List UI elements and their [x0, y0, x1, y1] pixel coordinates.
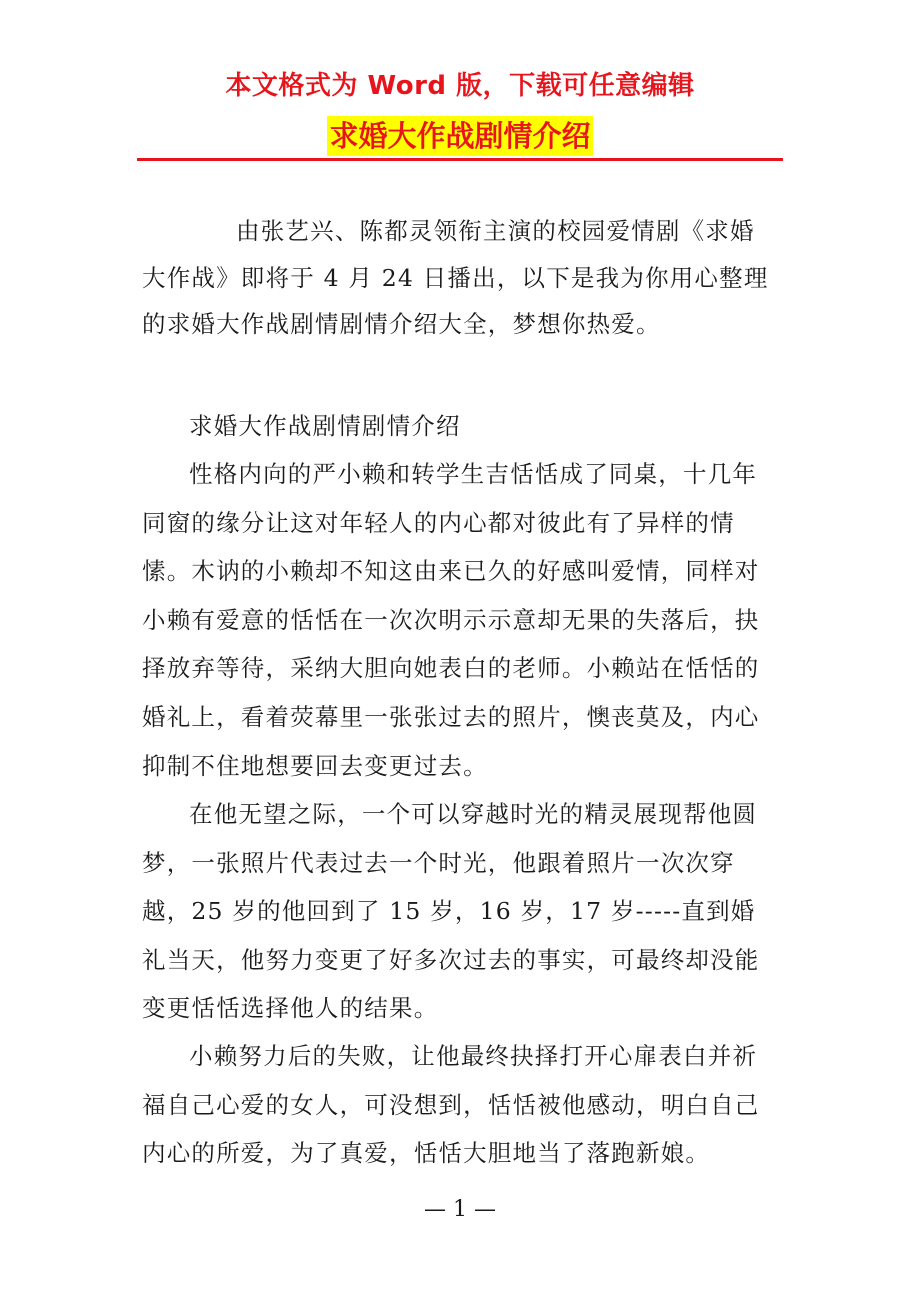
title-divider	[137, 158, 783, 161]
title-container	[0, 116, 920, 156]
format-notice-banner: 本文格式为 Word 版，下载可任意编辑	[225, 71, 695, 101]
section-heading: 求婚大作战剧情剧情介绍	[189, 412, 461, 440]
body-paragraph: 在他无望之际，一个可以穿越时光的精灵展现帮他圆梦，一张照片代表过去一个时光，他跟着照片一次次穿越，25 岁的他回到了 15 岁，16 岁，17 岁-----直到婚礼当天，他努力变更了好多次过去的事实，可最终却没能变更恬恬选择他人的结果。	[142, 800, 760, 1023]
body-paragraph: 小赖努力后的失败，让他最终抉择打开心扉表白并祈福自己心爱的女人，可没想到，恬恬被他感动，明白自己内心的所爱，为了真爱，恬恬大胆地当了落跑新娘。	[142, 1042, 760, 1168]
intro-paragraph: 由张艺兴、陈都灵领衔主演的校园爱情剧《求婚大作战》即将于 4 月 24 日播出，以下是我为你用心整理的求婚大作战剧情剧情介绍大全，梦想你热爱。	[142, 217, 769, 338]
document-title: 求婚大作战剧情介绍	[327, 116, 592, 156]
body-paragraph: 性格内向的严小赖和转学生吉恬恬成了同桌，十几年同窗的缘分让这对年轻人的内心都对彼此有了异样的情愫。木讷的小赖却不知这由来已久的好感叫爱情，同样对小赖有爱意的恬恬在一次次明示示意却无果的失落后，抉择放弃等待，采纳大胆向她表白的老师。小赖站在恬恬的婚礼上，看着荧幕里一张张过去的照片，懊丧莫及，内心抑制不住地想要回去变更过去。	[142, 460, 760, 780]
page-number: — 1 —	[424, 1197, 496, 1222]
